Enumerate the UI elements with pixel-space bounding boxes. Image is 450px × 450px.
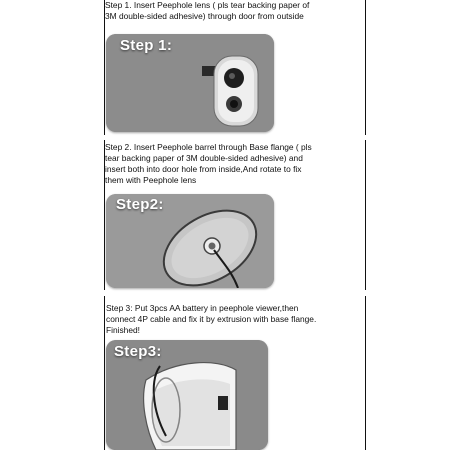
step2-badge: Step2: [116,196,164,213]
viewer-battery-cable-photo [106,340,268,450]
step3-instruction-text: Step 3: Put 3pcs AA battery in peephole viewer,then connect 4P cable and fix it by extrusion with base flange. Finished! [106,303,317,335]
peephole-lens-insertion-photo [106,34,274,132]
step1-instruction-text: Step 1. Insert Peephole lens ( pls tear backing paper of 3M double-sided adhesive) through door from outside [105,0,310,21]
step2-instruction-text: Step 2. Insert Peephole barrel through Base flange ( pls tear backing paper of 3M double-sided adhesive) and insert both into door hole from inside,And rotate to fix them with Peephole lens [105,142,312,185]
base-flange-mounting-photo [106,194,274,288]
step3-badge: Step3: [114,343,162,360]
step1-badge: Step 1: [120,37,173,54]
